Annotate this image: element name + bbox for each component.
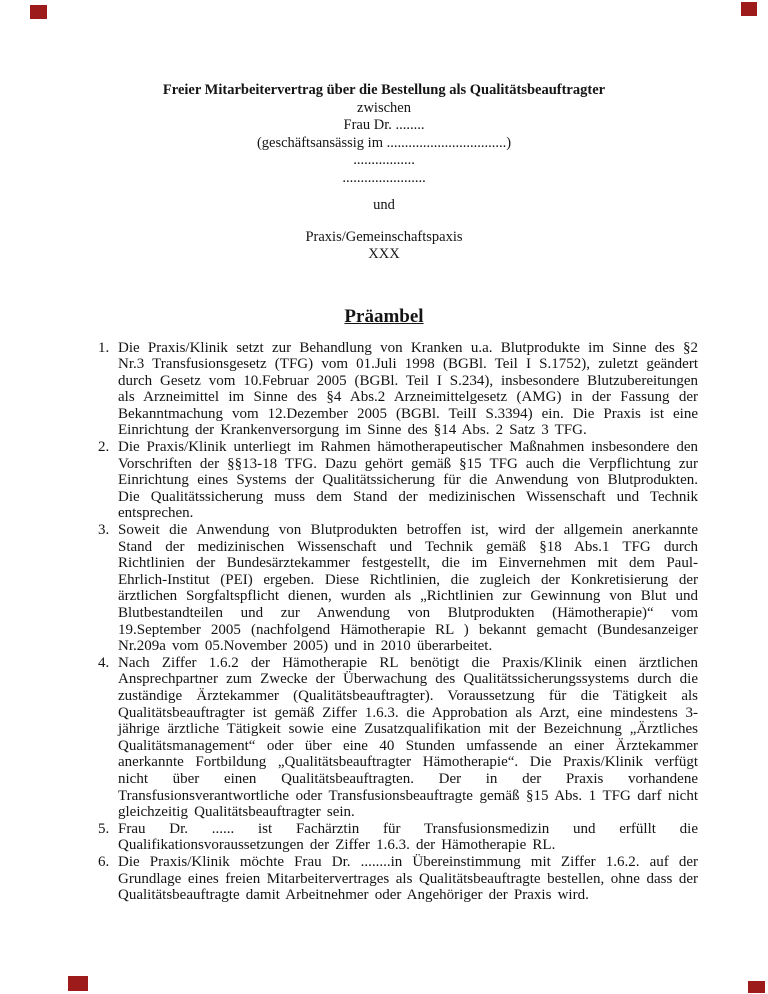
- item-text: Die Praxis/Klinik setzt zur Behandlung von Kranken u.a. Blutprodukte im Sinne des §2 Nr.3 Transfusionsgesetz (TFG) vom 01.Juli 1998 (BGBl. Teil I S.1752), zuletzt geändert durch Gesetz vom 10.Februar 2005 (BGBl. Teil I S.234), insbesondere Blutzubereitungen als Arzneimittel im Sinne des §4 Abs.2 Arzneimittelgesetz (AMG) in der Fassung der Bekanntmachung vom 12.Dezember 2005 (BGBl. TeilI S.3394) ein. Die Praxis ist eine Einrichtung der Krankenversorgung im Sinne des §14 Abs. 2 Satz 3 TFG.: [118, 339, 698, 439]
- preamble-item-6: [98, 854, 698, 904]
- item-number: 6.: [98, 853, 110, 870]
- item-text: Frau Dr. ...... ist Fachärztin für Transfusionsmedizin und erfüllt die Qualifikationsvoraussetzungen der Ziffer 1.6.3. der Hämotherapie RL.: [118, 820, 698, 854]
- corner-marker-bottom-right: [748, 981, 765, 993]
- preamble-item-3: [98, 522, 698, 655]
- document-title: Freier Mitarbeitervertrag über die Bestellung als Qualitätsbeauftragter: [162, 82, 606, 98]
- header-line-party2-placeholder: XXX: [368, 246, 400, 262]
- header-line-zwischen: zwischen: [357, 99, 411, 116]
- header-line-connector: und: [373, 197, 395, 213]
- item-number: 4.: [98, 654, 110, 671]
- item-number: 5.: [98, 820, 110, 837]
- corner-marker-bottom-left: [68, 976, 88, 991]
- preamble-list: [98, 340, 698, 904]
- spacer: [0, 187, 768, 197]
- preamble-item-5: [98, 821, 698, 854]
- header-line-party1-address: (geschäftsansässig im .................................): [256, 134, 512, 151]
- item-number: 3.: [98, 522, 110, 539]
- document-header: [0, 0, 768, 264]
- item-number: 2.: [98, 439, 110, 456]
- section-heading-praeambel: Präambel: [344, 305, 424, 327]
- item-text: Nach Ziffer 1.6.2 der Hämotherapie RL benötigt die Praxis/Klinik einen ärztlichen Ansprechpartner zum Zwecke der Überwachung des Qualitätssicherungssystems durch die zuständige Ärztekammer (Qualitätsbeauftragter). Voraussetzung für die Tätigkeit als Qualitätsbeauftragter ist gemäß Ziffer 1.6.3. die Approbation als Arzt, eine mindestens 3-jährige ärztliche Tätigkeit sowie eine Zusatzqualifikation mit der Bezeichnung „Ärztliches Qualitätsmanagement“ oder über eine 40 Stunden umfassende an einer Ärztekammer anerkannte Fortbildung „Qualitätsbeauftragter Hämotherapie“. Die Praxis/Klinik verfügt nicht über einen Qualitätsbeauftragten. Der in der Praxis vorhandene Transfusionsverantwortliche oder Transfusionsbeauftragte gemäß §15 Abs. 1 TFG darf nicht gleichzeitig Qualitätsbeauftragter sein.: [118, 654, 698, 821]
- header-line-party2-name: Praxis/Gemeinschaftspaxis: [305, 228, 463, 245]
- item-text: Die Praxis/Klinik unterliegt im Rahmen hämotherapeutischer Maßnahmen insbesondere den Vorschriften der §§13-18 TFG. Dazu gehört gemäß §15 TFG auch die Verpflichtung zur Einrichtung eines Systems der Qualitätssicherung für die Anwendung von Blutprodukten. Die Qualitätssicherung muss dem Stand der medizinischen Wissenschaft und Technik entsprechen.: [118, 439, 698, 522]
- item-text: Soweit die Anwendung von Blutprodukten betroffen ist, wird der allgemein anerkannte Stand der medizinischen Wissenschaft und Technik gemäß §18 Abs.1 TFG durch Richtlinien der Bundesärztekammer festgestellt, die im Einvernehmen mit dem Paul-Ehrlich-Institut (PEI) ergeben. Diese Richtlinien, die zugleich der Konkretisierung der ärztlichen Sorgfaltspflicht dienen, wurden als „Richtlinien zur Gewinnung von Blut und Blutbestandteilen und zur Anwendung von Blutprodukten (Hämotherapie)“ vom 19.September 2005 (nachfolgend Hämotherapie RL ) bekannt gemacht (Bundesanzeiger Nr.209a vom 05.November 2005) und in 2010 überarbeitet.: [118, 522, 698, 655]
- item-number: 1.: [98, 339, 110, 356]
- preamble-item-1: [98, 340, 698, 440]
- preamble-item-2: [98, 439, 698, 522]
- spacer: [0, 215, 768, 229]
- item-text: Die Praxis/Klinik möchte Frau Dr. ........in Übereinstimmung mit Ziffer 1.6.2. auf der Grundlage eines freien Mitarbeitervertrages als Qualitätsbeauftragte bestellen, ohne dass der Qualitätsbeauftragte damit Arbeitnehmer oder Angehöriger der Praxis wird.: [118, 853, 698, 904]
- preamble-item-4: [98, 655, 698, 821]
- header-line-dots-1: .................: [353, 152, 415, 168]
- header-line-party1-name: Frau Dr. ........: [343, 117, 425, 133]
- corner-marker-top-left: [30, 5, 47, 19]
- header-line-dots-2: .......................: [342, 169, 426, 186]
- corner-marker-top-right: [741, 2, 757, 16]
